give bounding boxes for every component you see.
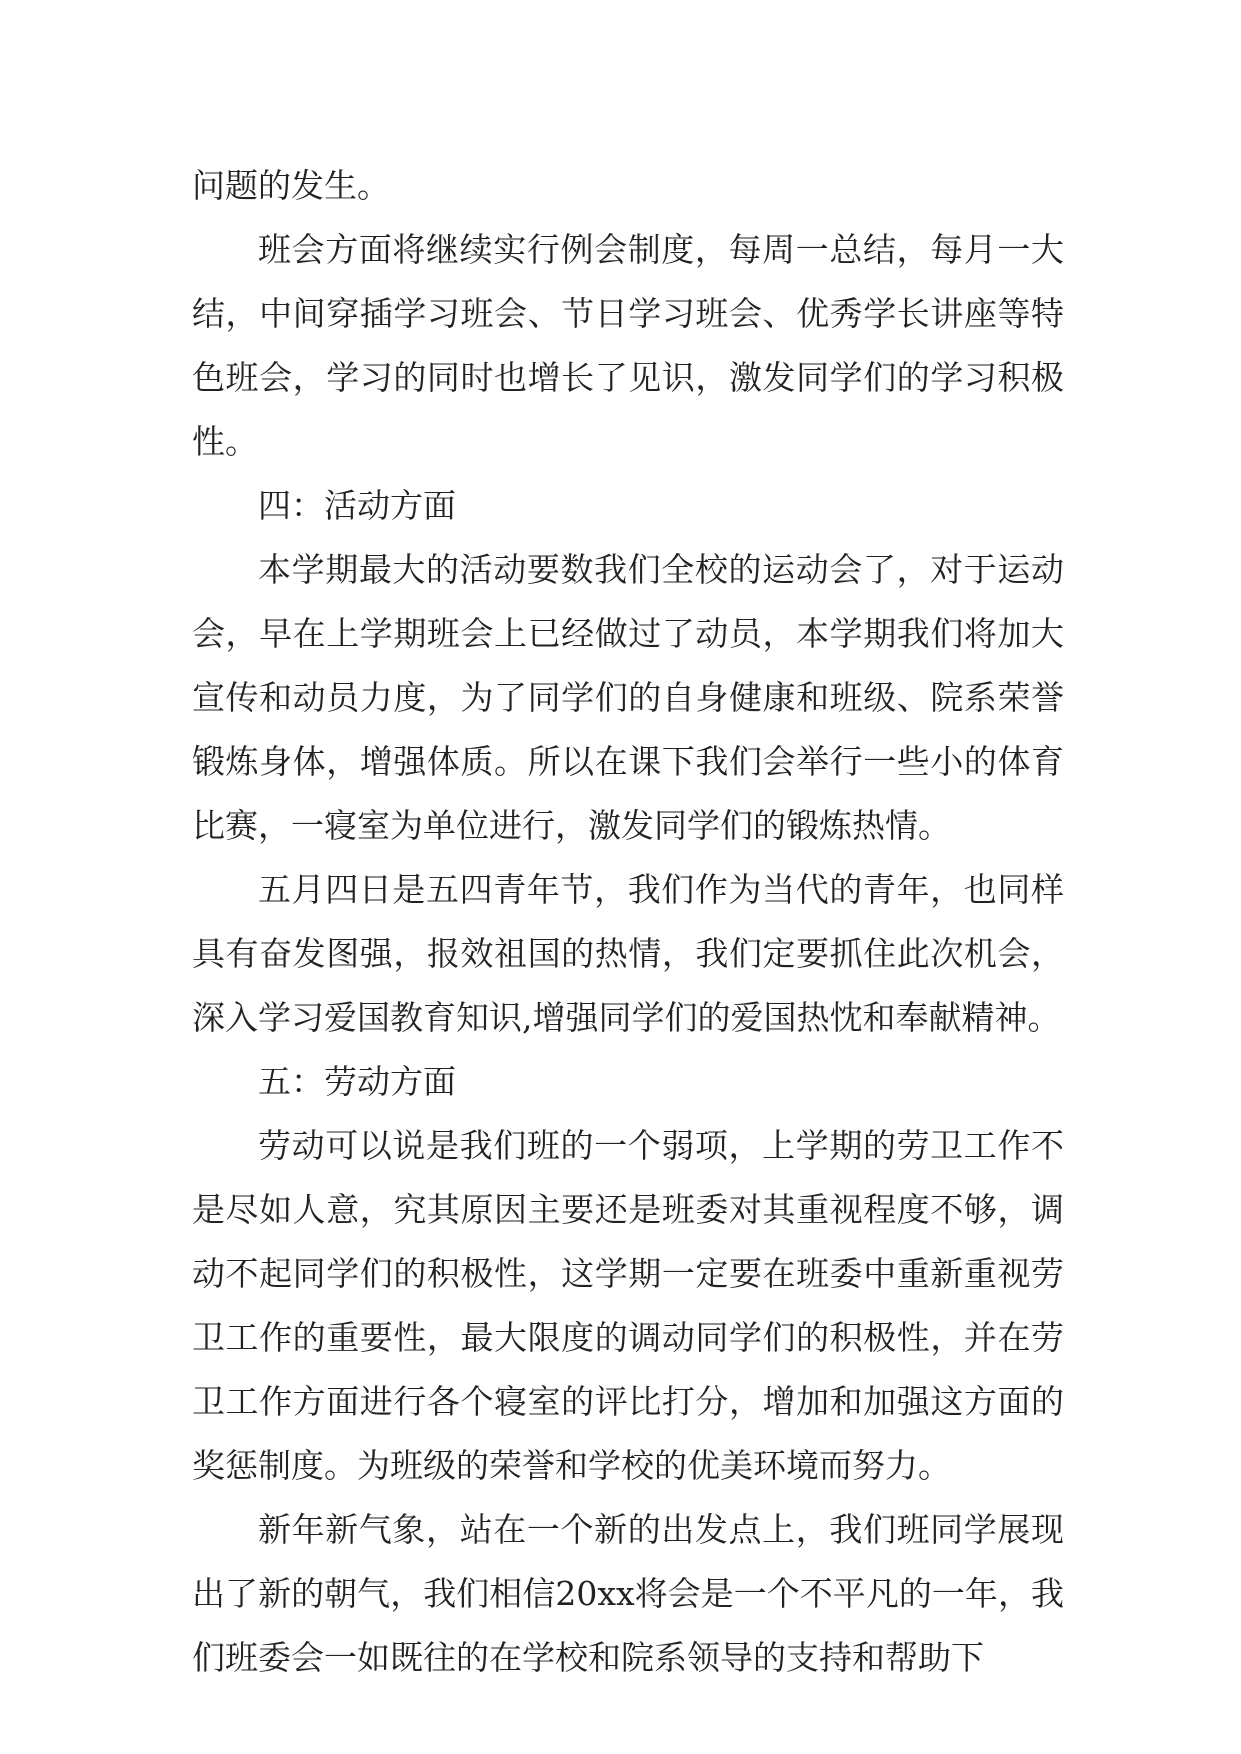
paragraph-class-meetings: 班会方面将继续实行例会制度，每周一总结，每月一大结，中间穿插学习班会、节日学习班会、优秀学长讲座等特色班会，学习的同时也增长了见识，激发同学们的学习积极性。 xyxy=(192,230,1064,461)
paragraph-sports-meet: 本学期最大的活动要数我们全校的运动会了，对于运动会，早在上学期班会上已经做过了动员，本学期我们将加大宣传和动员力度，为了同学们的自身健康和班级、院系荣誉锻炼身体，增强体质。所以在课下我们会举行一些小的体育比赛，一寝室为单位进行，激发同学们的锻炼热情。 xyxy=(192,550,1064,845)
paragraph-youth-day: 五月四日是五四青年节，我们作为当代的青年，也同样具有奋发图强，报效祖国的热情，我们定要抓住此次机会，深入学习爱国教育知识,增强同学们的爱国热忱和奉献精神。 xyxy=(192,870,1064,1037)
section-heading-activities: 四：活动方面 xyxy=(258,486,456,525)
section-heading-labor: 五：劳动方面 xyxy=(258,1062,456,1101)
document-body xyxy=(192,154,1064,1690)
paragraph-labor: 劳动可以说是我们班的一个弱项，上学期的劳卫工作不是尽如人意，究其原因主要还是班委对其重视程度不够，调动不起同学们的积极性，这学期一定要在班委中重新重视劳卫工作的重要性，最大限度的调动同学们的积极性，并在劳卫工作方面进行各个寝室的评比打分，增加和加强这方面的奖惩制度。为班级的荣誉和学校的优美环境而努力。 xyxy=(192,1126,1064,1485)
paragraph-continuation: 问题的发生。 xyxy=(192,166,390,205)
paragraph-new-year: 新年新气象，站在一个新的出发点上，我们班同学展现出了新的朝气，我们相信20xx将会是一个不平凡的一年，我们班委会一如既往的在学校和院系领导的支持和帮助下 xyxy=(192,1510,1064,1677)
